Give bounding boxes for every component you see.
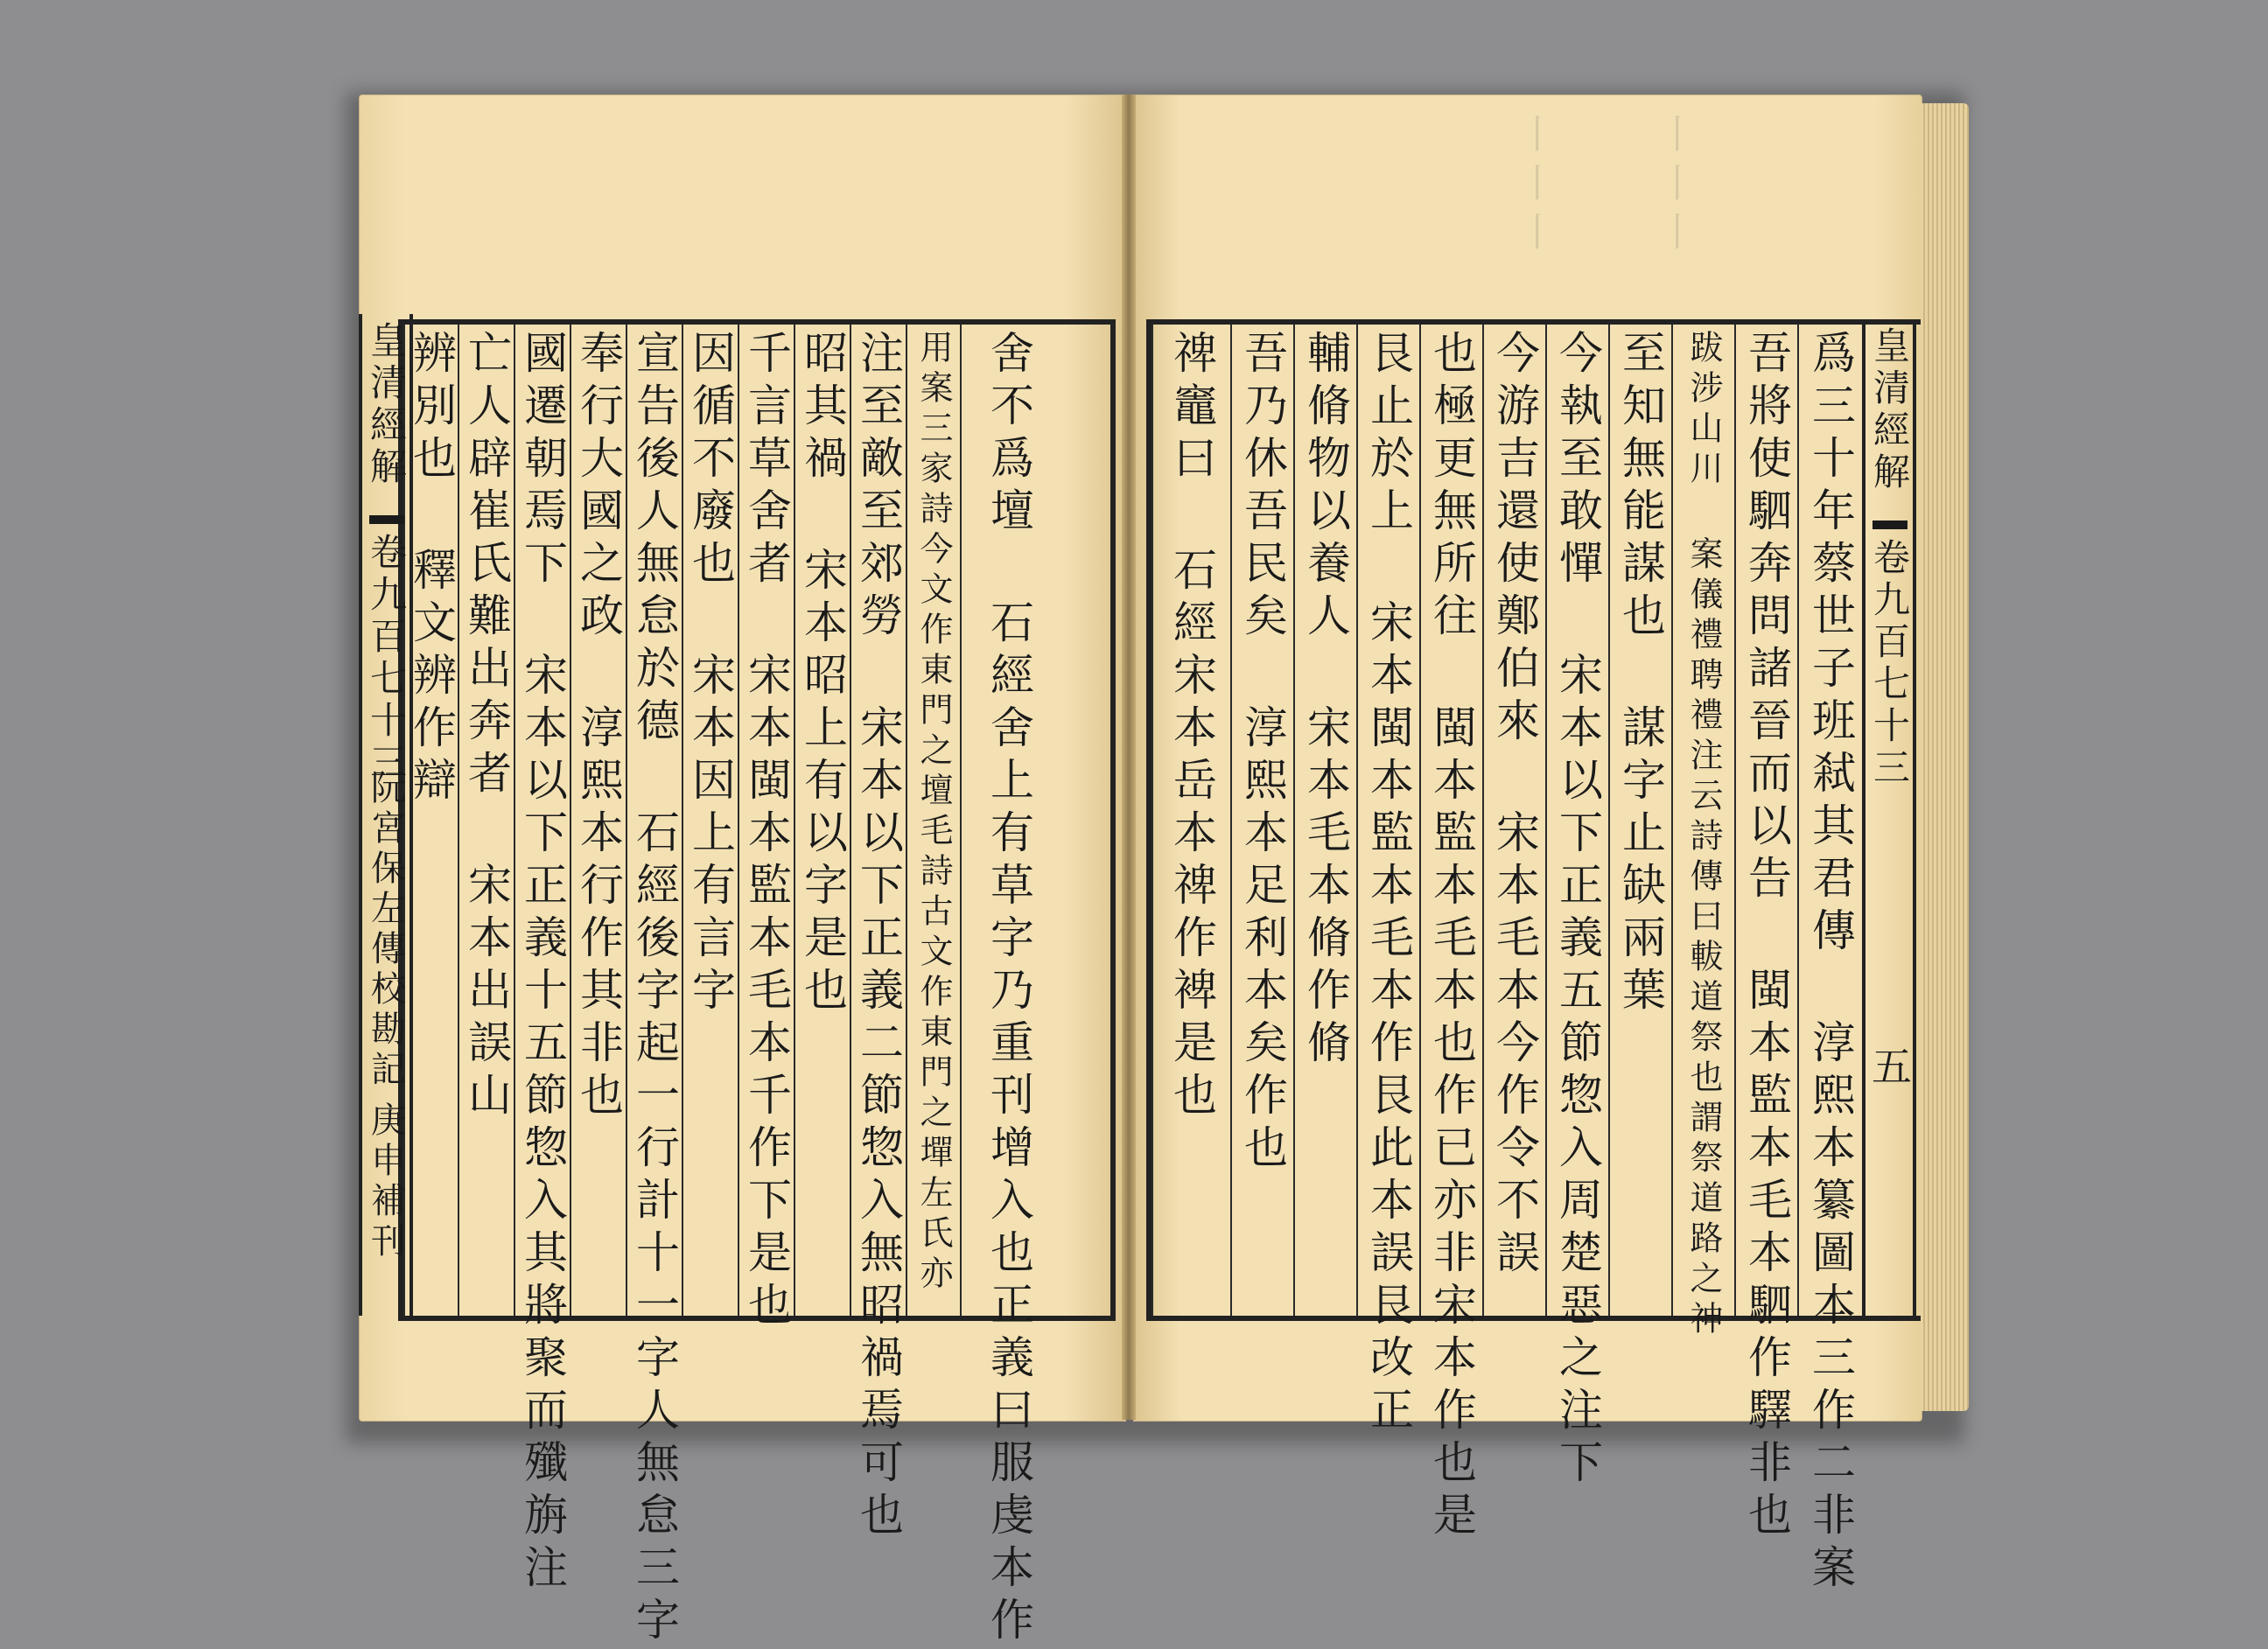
column-text: 也極更無所往 閩本監本毛本也作已亦非宋本作也是 — [1426, 330, 1477, 1544]
column-text: 今游吉還使鄭伯來 宋本毛本今作令不誤 — [1489, 330, 1540, 1282]
left-text-frame — [398, 319, 1116, 1649]
left-column-9 — [514, 325, 570, 1597]
fishtail-mark — [369, 515, 404, 524]
column-text: 宣告後人無怠於德 石經後字起一行計十一字人無怠三字 — [629, 330, 680, 1649]
column-text: 因循不廢也 宋本因上有言字 — [685, 330, 736, 1019]
column-text: 艮止於上 宋本閩本監本毛本作艮此本誤艮改正 — [1363, 330, 1414, 1439]
column-text: 爲三十年蔡世子班弒其君傳 淳熙本纂圖本三作二非案 — [1805, 330, 1856, 1597]
banxin-volume: 卷九百七十三 — [365, 533, 408, 785]
right-column-1 — [1797, 325, 1862, 1597]
right-column-7 — [1419, 325, 1482, 1544]
left-column-4 — [794, 325, 850, 1316]
column-text: 輔脩物以養人 宋本毛本脩作脩 — [1300, 330, 1351, 1072]
left-column-3 — [850, 325, 906, 1544]
right-column-8 — [1356, 325, 1419, 1439]
banxin-title: 皇清經解 — [1868, 326, 1911, 494]
banxin-subtitle: 阮宮保左傳校勘記 — [365, 769, 406, 1091]
left-column-6 — [682, 325, 738, 1316]
right-column-10 — [1230, 325, 1293, 1316]
left-column-7 — [626, 325, 682, 1649]
column-text: 奉行大國之政 淳熙本行作其非也 — [573, 330, 624, 1124]
right-column-11 — [1152, 325, 1230, 1316]
right-column-4 — [1608, 325, 1671, 1316]
right-text-frame — [1146, 319, 1921, 1597]
column-text: 吾將使駟奔問諸晉而以告 閩本監本毛本駟作驛非也 — [1741, 330, 1792, 1544]
column-text: 昭其禍 宋本昭上有以字是也 — [797, 330, 848, 1019]
column-text: 今執至敢憚 宋本以下正義五節惣入周楚惡之注下 — [1552, 330, 1603, 1492]
left-column-10 — [458, 325, 514, 1316]
left-banxin-holder — [359, 319, 413, 1321]
column-text: 國遷朝焉下 宋本以下正義十五節惣入其將聚而殲旃注 — [517, 330, 568, 1597]
right-banxin — [1862, 319, 1916, 1321]
column-text: 舍不爲壇 石經舍上有草字乃重刊增入也正義曰服虔本作 — [984, 330, 1034, 1649]
column-text: 吾乃休吾民矣 淳熙本足利本矣作也 — [1237, 330, 1288, 1177]
book-gutter — [1122, 94, 1136, 1420]
banxin-volume: 卷九百七十三 — [1868, 538, 1911, 790]
banxin-footer: 庚申補刊 — [365, 1101, 406, 1262]
banxin-page-number: 五 — [1866, 1045, 1913, 1091]
column-text: 千言草舍者 宋本閩本監本毛本千作下是也 — [741, 330, 792, 1334]
right-column-5 — [1545, 325, 1608, 1492]
left-banxin — [359, 314, 413, 1316]
right-column-6 — [1482, 325, 1545, 1316]
right-column-2 — [1734, 325, 1797, 1544]
right-column-9 — [1293, 325, 1356, 1316]
left-column-5 — [738, 325, 794, 1334]
left-column-8 — [570, 325, 626, 1316]
column-text: 用案三家詩今文作東門之壇毛詩古文作東門之墠左氏亦 — [914, 330, 953, 1296]
page-edge-stack — [1921, 103, 1969, 1411]
banxin-title: 皇清經解 — [365, 321, 408, 489]
fishtail-mark — [1872, 521, 1908, 529]
right-column-3 — [1671, 325, 1734, 1341]
left-column-1 — [960, 325, 1056, 1649]
left-column-2 — [906, 325, 960, 1316]
column-text: 至知無能謀也 謀字止缺兩葉 — [1615, 330, 1666, 1019]
column-text: 辨別也 釋文辨作辯 — [406, 330, 457, 809]
column-text: 跋涉山川 案儀禮聘禮注云詩傳曰軷道祭也謂祭道路之神 — [1684, 330, 1723, 1341]
column-text: 注至敵至郊勞 宋本以下正義二節惣入無昭禍焉可也 — [853, 330, 904, 1544]
column-text: 亡人辟崔氏難出奔者 宋本出誤山 — [461, 330, 512, 1124]
column-text: 禆竈曰 石經宋本岳本禆作裨是也 — [1166, 330, 1217, 1124]
show-through-text: 丨丨丨 — [1511, 114, 1556, 261]
show-through-text: 丨丨丨 — [1651, 114, 1696, 261]
